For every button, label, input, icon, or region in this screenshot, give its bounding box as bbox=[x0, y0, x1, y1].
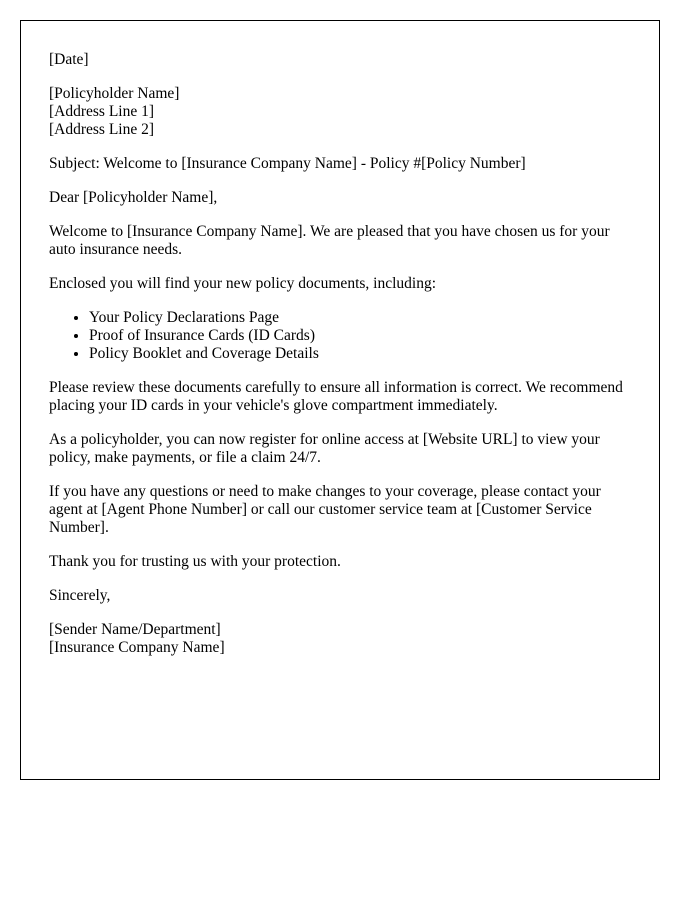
letter-date: [Date] bbox=[49, 51, 89, 68]
paragraph-online-access: As a policyholder, you can now register for online access at [Website URL] to view your policy, make payments, or file a claim 24/7. bbox=[49, 431, 600, 466]
letter-salutation: Dear [Policyholder Name], bbox=[49, 189, 218, 206]
paragraph-enclosed: Enclosed you will find your new policy documents, including: bbox=[49, 275, 437, 292]
list-item: • Policy Booklet and Coverage Details bbox=[89, 345, 631, 363]
signature-company: [Insurance Company Name] bbox=[49, 639, 225, 656]
list-item: • Proof of Insurance Cards (ID Cards) bbox=[89, 327, 631, 345]
documents-list bbox=[49, 309, 631, 363]
letter-closing: Sincerely, bbox=[49, 587, 111, 604]
letter-subject: Subject: Welcome to [Insurance Company Name] - Policy #[Policy Number] bbox=[49, 155, 526, 172]
list-item: • Your Policy Declarations Page bbox=[89, 309, 631, 327]
paragraph-thanks: Thank you for trusting us with your protection. bbox=[49, 553, 341, 570]
signature-sender: [Sender Name/Department] bbox=[49, 621, 221, 638]
recipient-name: [Policyholder Name] bbox=[49, 85, 180, 102]
recipient-address bbox=[49, 85, 631, 139]
paragraph-contact: If you have any questions or need to make changes to your coverage, please contact your agent at [Agent Phone Number] or call our customer service team at [Customer Service Number]. bbox=[49, 483, 601, 536]
recipient-address-line-1: [Address Line 1] bbox=[49, 103, 155, 120]
paragraph-review: Please review these documents carefully to ensure all information is correct. We recommend placing your ID cards in your vehicle's glove compartment immediately. bbox=[49, 379, 623, 414]
recipient-address-line-2: [Address Line 2] bbox=[49, 121, 155, 138]
signature-block bbox=[49, 621, 631, 657]
paragraph-intro: Welcome to [Insurance Company Name]. We are pleased that you have chosen us for your auto insurance needs. bbox=[49, 223, 610, 258]
letter-page bbox=[20, 20, 660, 780]
